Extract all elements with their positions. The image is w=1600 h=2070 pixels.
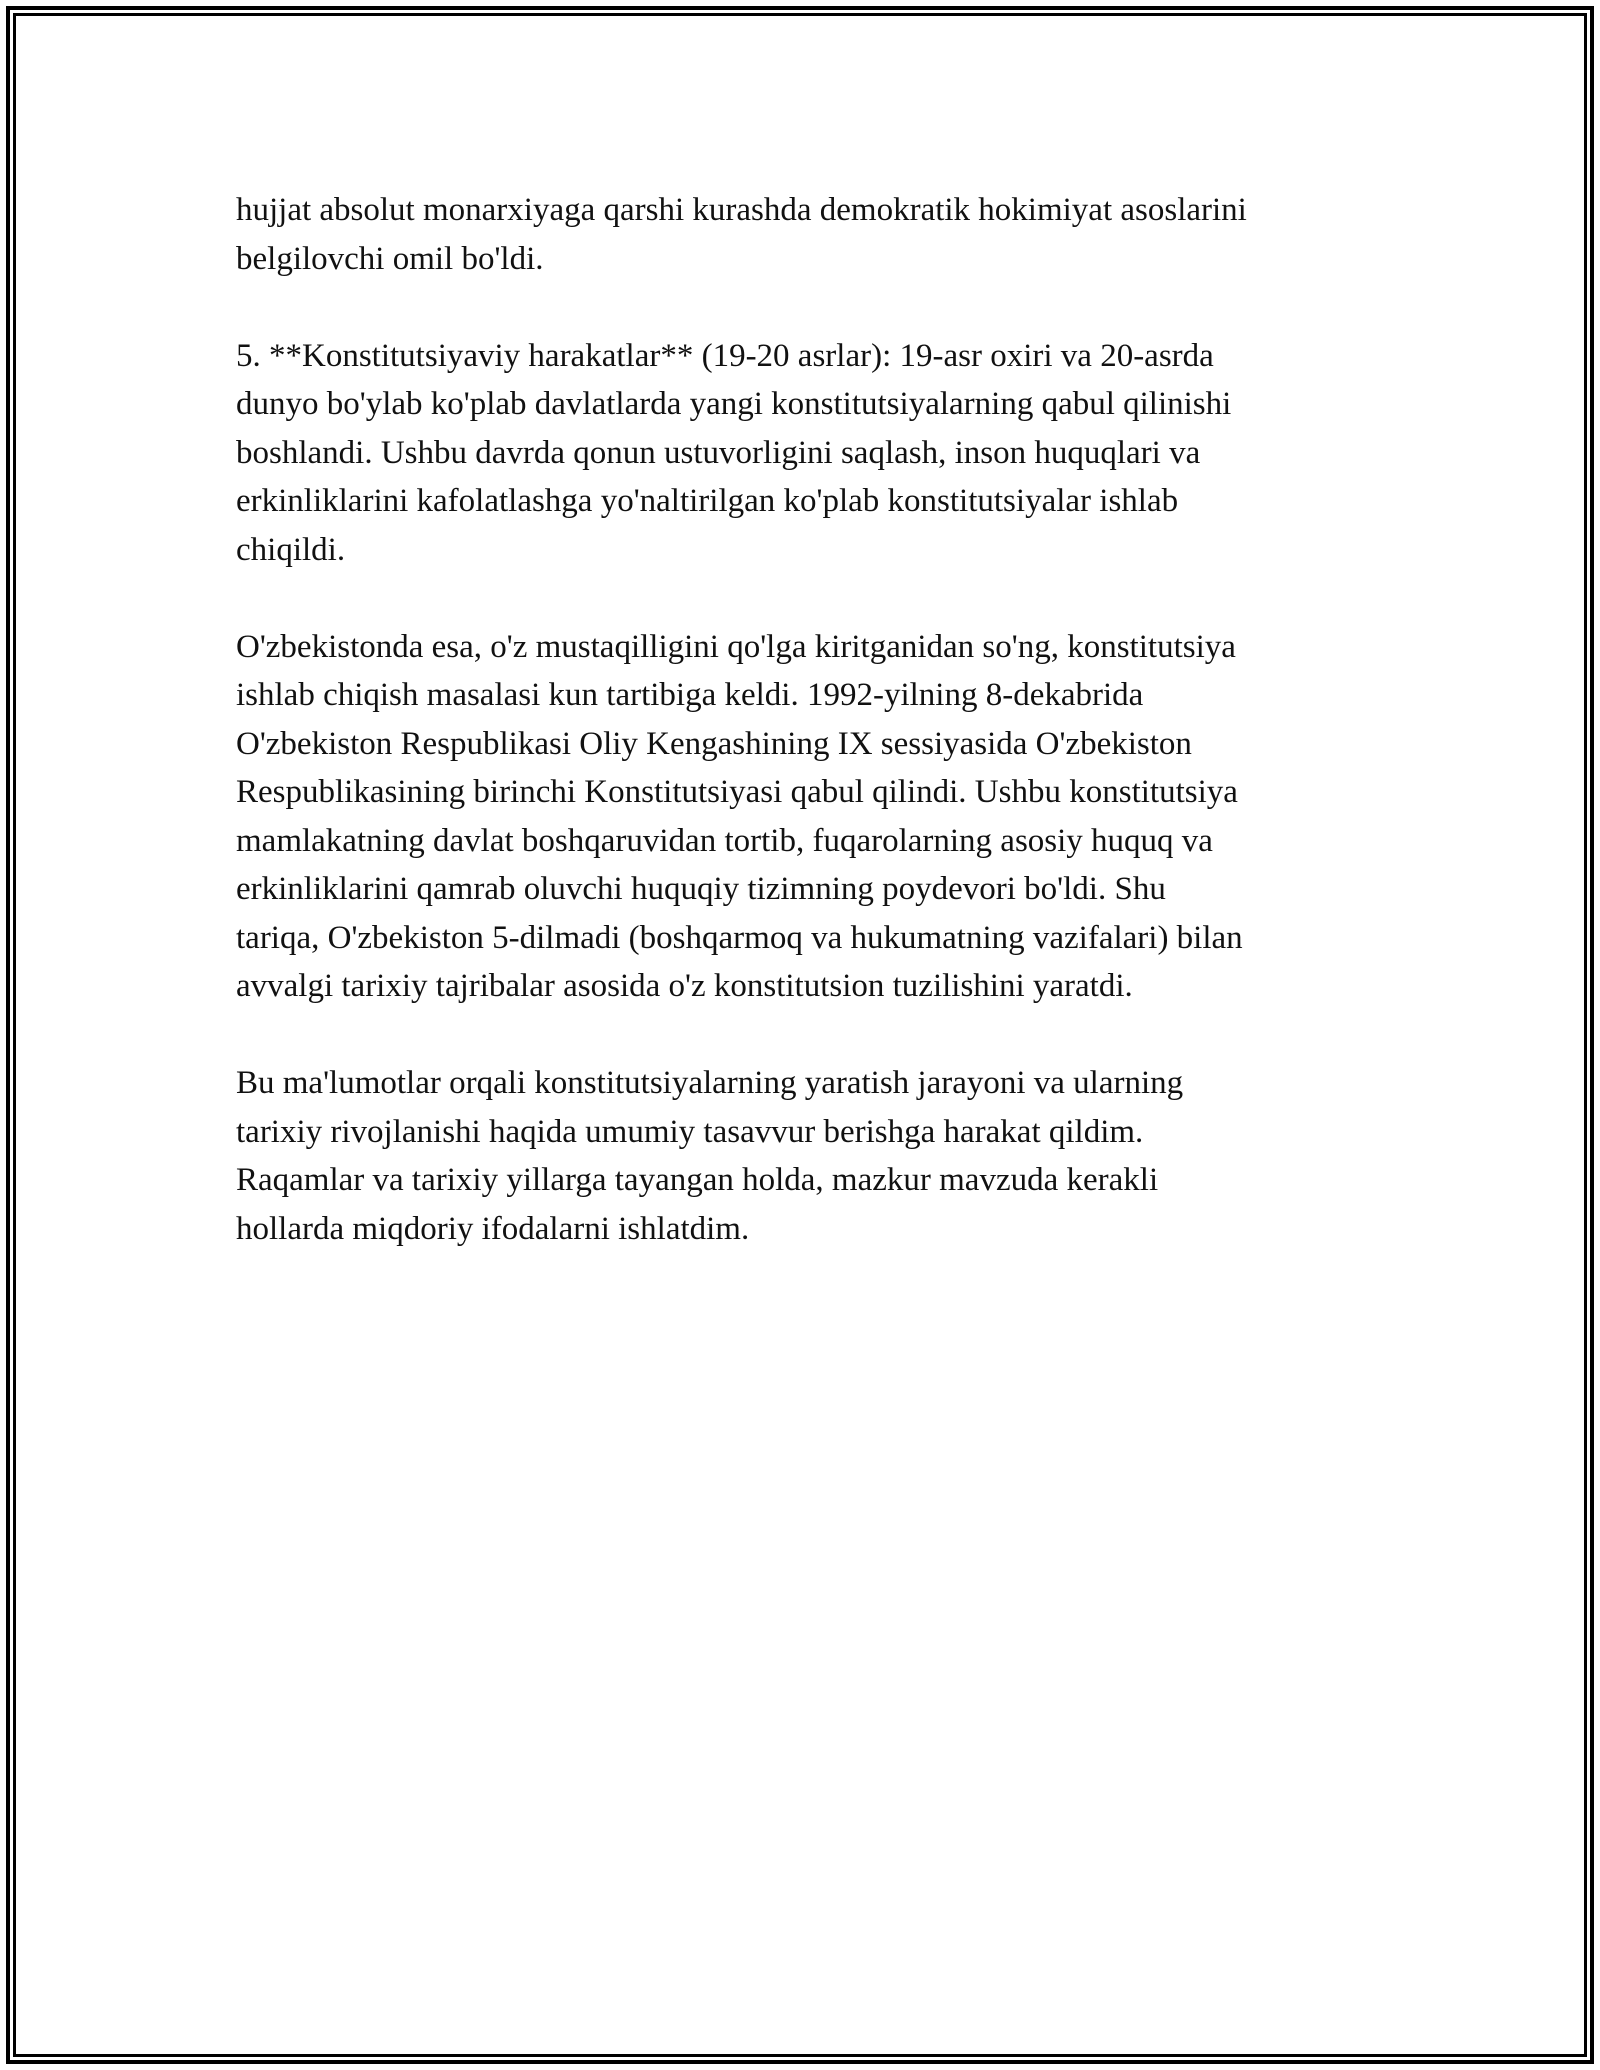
text-line: erkinliklarini qamrab oluvchi huquqiy tizimning poydevori bo'ldi. Shu bbox=[236, 871, 1166, 907]
text-line: hollarda miqdoriy ifodalarni ishlatdim. bbox=[236, 1210, 750, 1247]
text-line: O'zbekistonda esa, o'z mustaqilligini qo'lga kiritganidan so'ng, konstitutsiya bbox=[236, 628, 1236, 665]
text-line: erkinliklarini kafolatlashga yo'naltirilgan ko'plab konstitutsiyalar ishlab bbox=[236, 483, 1179, 519]
text-line: Bu ma'lumotlar orqali konstitutsiyalarning yaratish jarayoni va ularning bbox=[236, 1065, 1184, 1101]
text-line: belgilovchi omil bo'ldi. bbox=[236, 240, 544, 277]
paragraph-conclusion bbox=[236, 1059, 1396, 1253]
paragraph-intro-continuation bbox=[236, 186, 1396, 283]
text-line: mamlakatning davlat boshqaruvidan tortib, fuqarolarning asosiy huquq va bbox=[236, 822, 1213, 859]
text-line: chiqildi. bbox=[236, 531, 346, 568]
text-line: Respublikasining birinchi Konstitutsiyasi qabul qilindi. Ushbu konstitutsiya bbox=[236, 774, 1238, 810]
paragraph-constitutional-movements bbox=[236, 332, 1396, 575]
text-line: 5. **Konstitutsiyaviy harakatlar** (19-20 asrlar): 19-asr oxiri va 20-asrda bbox=[236, 337, 1214, 374]
text-line: avvalgi tarixiy tajribalar asosida o'z konstitutsion tuzilishini yaratdi. bbox=[236, 968, 1133, 1004]
document-body bbox=[236, 186, 1396, 1302]
text-line: O'zbekiston Respublikasi Oliy Kengashining IX sessiyasida O'zbekiston bbox=[236, 725, 1192, 762]
text-line: boshlandi. Ushbu davrda qonun ustuvorligini saqlash, inson huquqlari va bbox=[236, 434, 1201, 471]
text-line: tarixiy rivojlanishi haqida umumiy tasavvur berishga harakat qildim. bbox=[236, 1113, 1144, 1150]
text-line: Raqamlar va tarixiy yillarga tayangan holda, mazkur mavzuda kerakli bbox=[236, 1162, 1159, 1198]
paragraph-uzbekistan-constitution bbox=[236, 623, 1396, 1011]
text-line: dunyo bo'ylab ko'plab davlatlarda yangi konstitutsiyalarning qabul qilinishi bbox=[236, 386, 1232, 422]
text-line: hujjat absolut monarxiyaga qarshi kurashda demokratik hokimiyat asoslarini bbox=[236, 192, 1247, 228]
text-line: ishlab chiqish masalasi kun tartibiga keldi. 1992-yilning 8-dekabrida bbox=[236, 677, 1144, 713]
text-line: tariqa, O'zbekiston 5-dilmadi (boshqarmoq va hukumatning vazifalari) bilan bbox=[236, 919, 1243, 956]
